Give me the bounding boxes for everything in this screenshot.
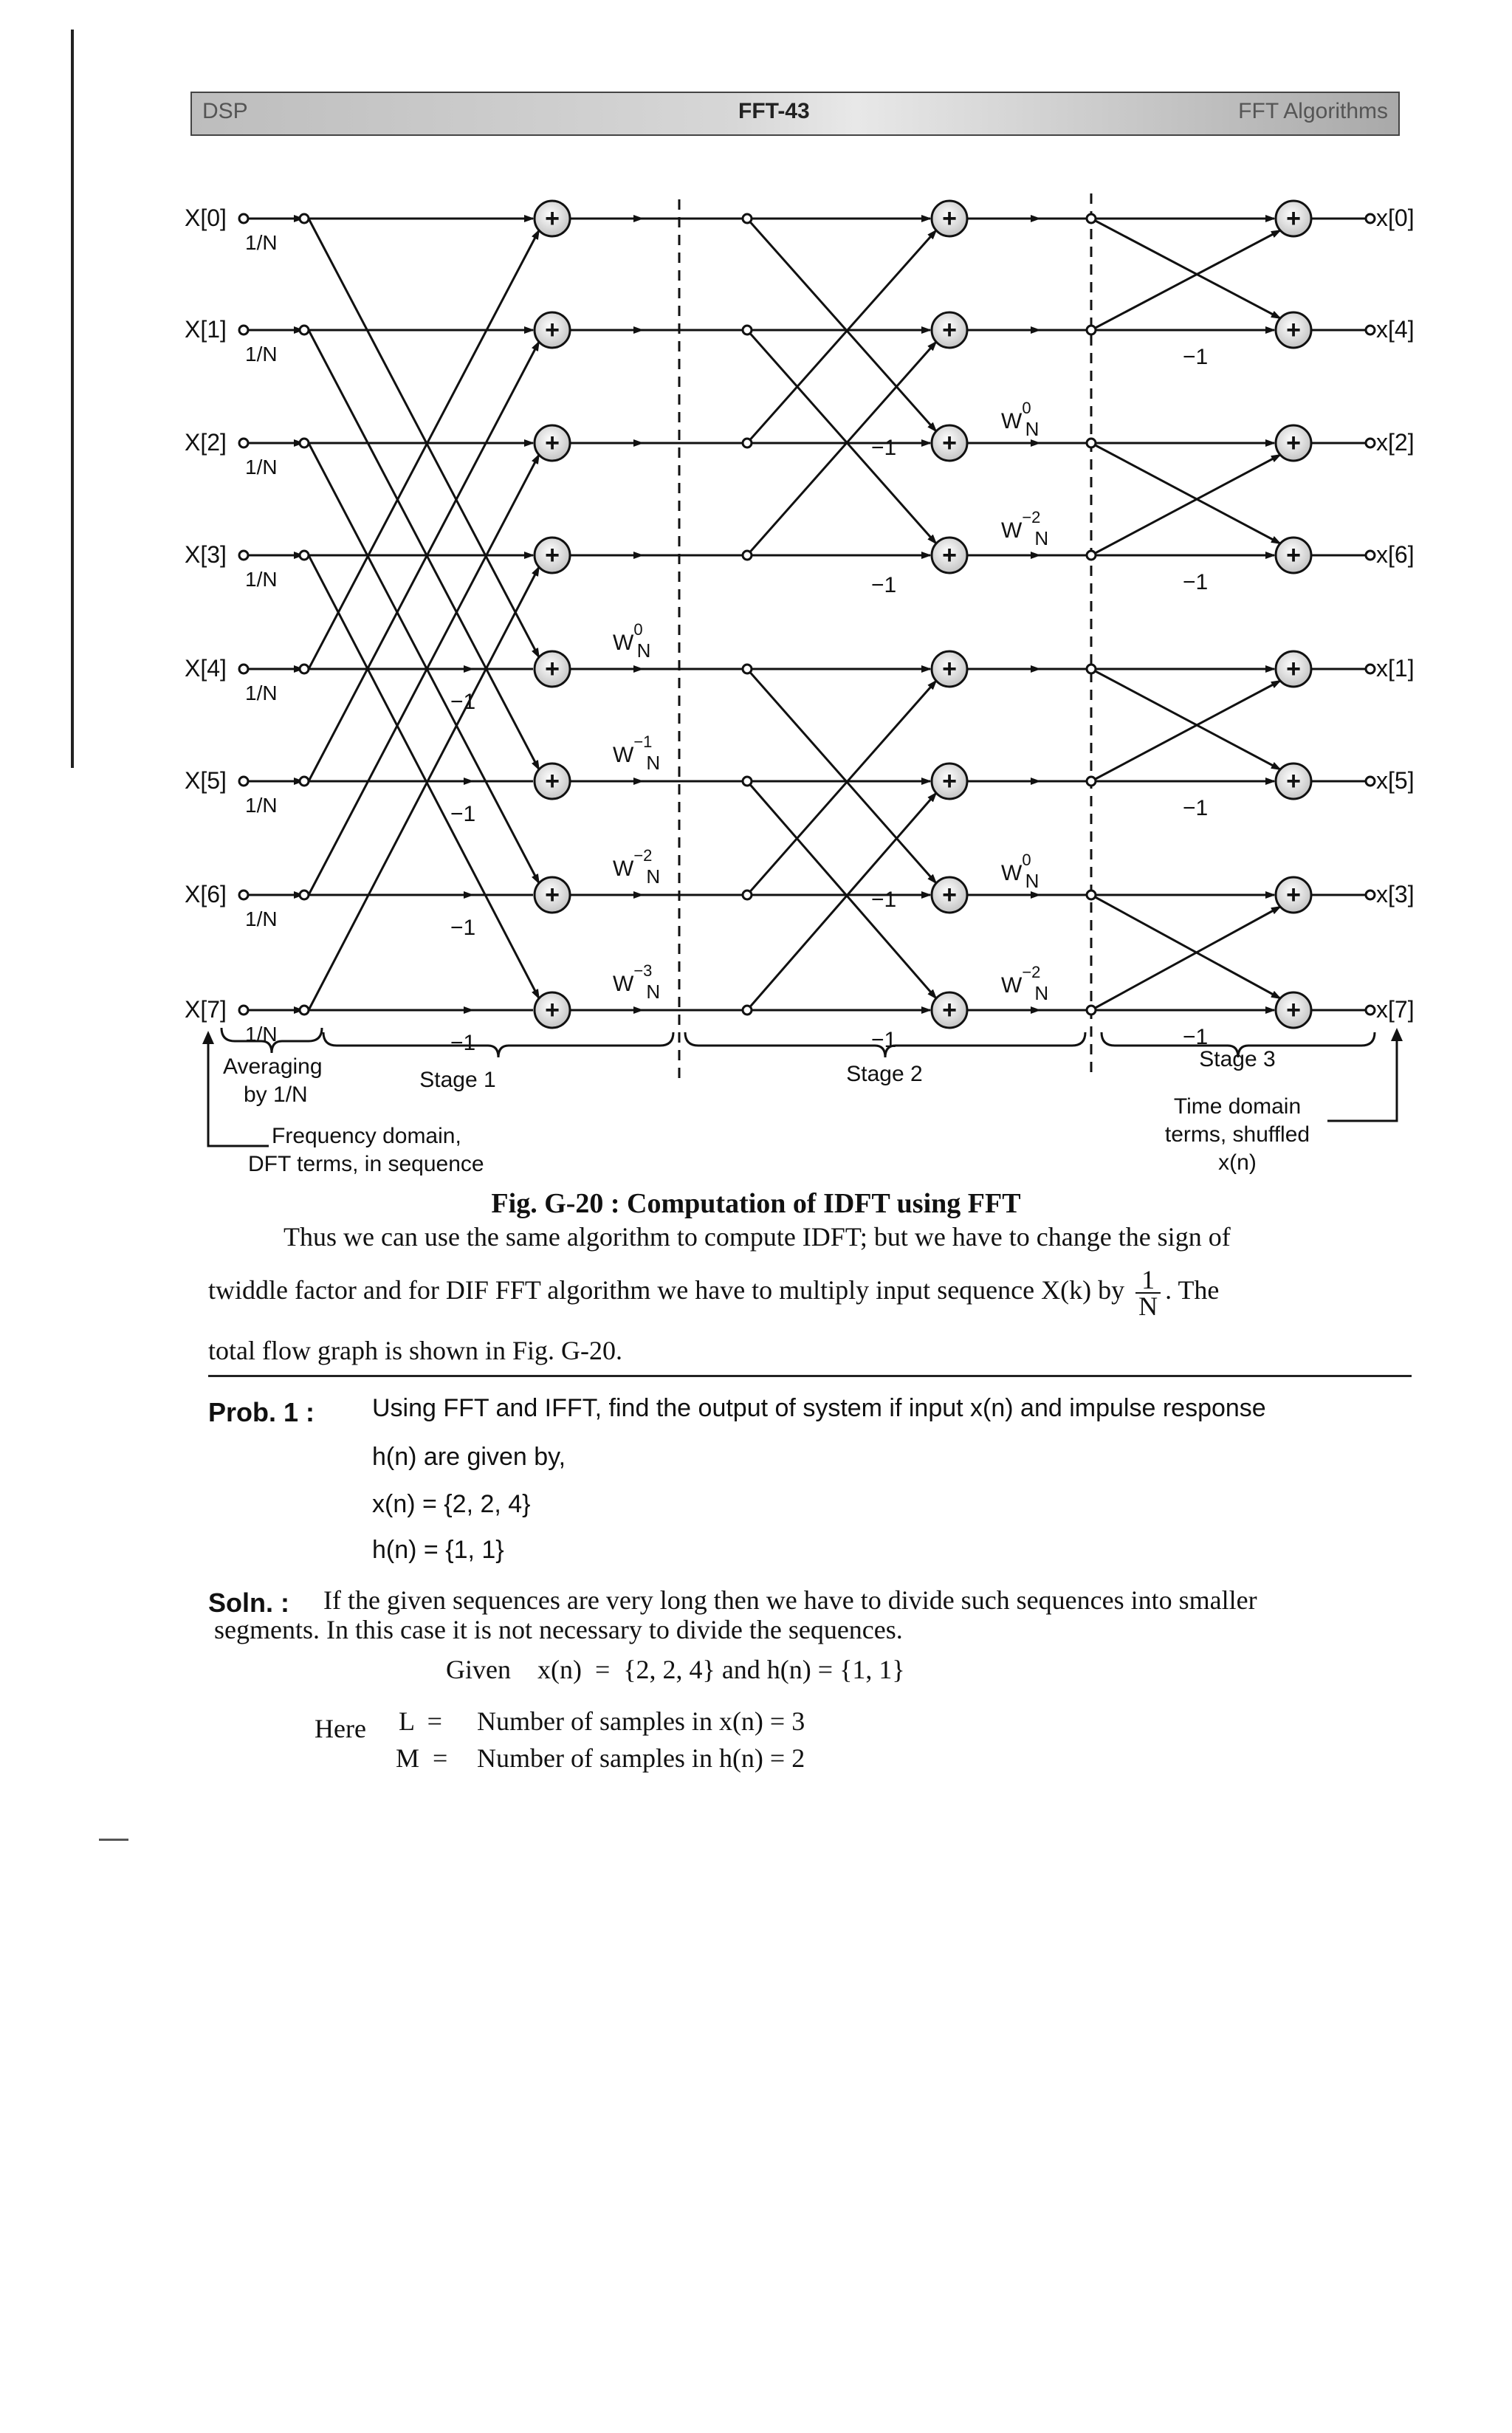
adder-plus-sign: + [942, 316, 957, 344]
soln-line-1: If the given sequences are very long then we have to divide such sequences into smaller [323, 1585, 1257, 1615]
scale-label: 1/N [245, 568, 278, 591]
adder-plus-sign: + [1286, 316, 1301, 344]
stage1-twiddle: $W^0$ N [613, 620, 651, 662]
graph-node [239, 777, 248, 786]
adder-plus-sign: + [545, 429, 560, 457]
graph-node [300, 551, 309, 560]
graph-node [1087, 214, 1096, 223]
minus-one-label: −1 [1183, 1025, 1209, 1049]
graph-node [300, 214, 309, 223]
stage3-cross-down [1091, 443, 1280, 543]
page-number: FFT-43 [738, 99, 810, 123]
stage2-cross-up [747, 681, 936, 895]
prob-line-1: Using FFT and IFFT, find the output of system if input x(n) and impulse response [372, 1394, 1266, 1422]
adder-plus-sign: + [545, 881, 560, 909]
binding-margin-mark [99, 1839, 128, 1841]
section-rule [208, 1375, 1412, 1377]
figure-caption: Fig. G-20 : Computation of IDFT using FFT [491, 1188, 1021, 1219]
adder-plus-sign: + [942, 767, 957, 795]
adder-plus-sign: + [545, 655, 560, 683]
stage2-twiddle: $W^{-2}$ N [1001, 963, 1049, 1004]
minus-one-label: −1 [871, 436, 897, 460]
graph-node [239, 326, 248, 334]
fraction-denominator: N [1138, 1291, 1158, 1321]
adder-plus-sign: + [942, 541, 957, 569]
averaging-label: Averaging [223, 1054, 323, 1079]
graph-node [743, 439, 752, 447]
prob-line-4: h(n) = {1, 1} [372, 1536, 504, 1564]
graph-node [1087, 665, 1096, 673]
scale-label: 1/N [245, 343, 278, 366]
stage2-twiddle: $W^0$ N [1001, 399, 1040, 440]
adder-plus-sign: + [1286, 767, 1301, 795]
graph-node [1366, 214, 1375, 223]
graph-node [743, 214, 752, 223]
adder-plus-sign: + [1286, 429, 1301, 457]
stage2-cross-down [747, 669, 936, 883]
minus-one-label: −1 [450, 690, 476, 714]
input-label: X[1] [185, 316, 227, 343]
soln-L: L = [399, 1706, 442, 1736]
adder-plus-sign: + [1286, 205, 1301, 233]
input-label: X[3] [185, 541, 227, 568]
time-domain-label: Time domain [1173, 1094, 1302, 1119]
graph-node [1087, 326, 1096, 334]
adder-plus-sign: + [1286, 655, 1301, 683]
output-label: x[3] [1376, 881, 1415, 907]
minus-one-label: −1 [450, 802, 476, 826]
stage2-cross-down [747, 781, 936, 998]
graph-node [300, 777, 309, 786]
input-label: X[2] [185, 429, 227, 456]
input-label: X[0] [185, 205, 227, 231]
graph-node [300, 665, 309, 673]
time-bracket-arrowhead [1391, 1028, 1403, 1041]
graph-node [1366, 326, 1375, 334]
graph-node [1087, 551, 1096, 560]
averaging-label: by 1/N [244, 1082, 308, 1107]
prob-label: Prob. 1 : [208, 1397, 315, 1427]
stage3-cross-up [1091, 681, 1280, 781]
input-label: X[7] [185, 996, 227, 1023]
graph-node [743, 551, 752, 560]
graph-node [1366, 665, 1375, 673]
minus-one-label: −1 [871, 1028, 897, 1052]
stage1-cross-down [309, 443, 539, 883]
stage1-twiddle: $W^{-1}$ N [613, 732, 661, 774]
soln-given: Given x(n) = {2, 2, 4} and h(n) = {1, 1} [446, 1655, 905, 1684]
adder-plus-sign: + [1286, 881, 1301, 909]
graph-node [239, 1006, 248, 1015]
stage1-twiddle: $W^{-2}$ N [613, 846, 661, 888]
minus-one-label: −1 [871, 888, 897, 912]
header-right: FFT Algorithms [1238, 99, 1388, 123]
stage1-label: Stage 1 [419, 1068, 496, 1092]
stage1-brace [323, 1032, 673, 1057]
stage2-label: Stage 2 [846, 1062, 923, 1086]
output-label: x[1] [1376, 655, 1415, 682]
graph-node [1366, 777, 1375, 786]
fraction-numerator: 1 [1135, 1267, 1161, 1294]
stage3-cross-up [1091, 907, 1280, 1010]
soln-line-2: segments. In this case it is not necessary to divide the sequences. [214, 1615, 903, 1644]
fraction-1-over-n [1135, 1264, 1161, 1321]
stage1-cross-down [309, 330, 539, 769]
freq-domain-label: Frequency domain, [272, 1124, 461, 1148]
freq-bracket-arrowhead [202, 1031, 214, 1044]
stage2-cross-down [747, 330, 936, 543]
graph-node [743, 665, 752, 673]
soln-M: M = [396, 1743, 448, 1773]
time-domain-label: x(n) [1218, 1150, 1257, 1175]
graph-node [300, 439, 309, 447]
soln-label: Soln. : [208, 1588, 289, 1618]
graph-node [1366, 551, 1375, 560]
output-label: x[2] [1376, 429, 1415, 456]
time-bracket [1327, 1041, 1397, 1121]
para-line-2-end: . The [1165, 1275, 1220, 1305]
graph-node [743, 326, 752, 334]
prob-line-3: x(n) = {2, 2, 4} [372, 1490, 531, 1518]
scale-label: 1/N [245, 682, 278, 704]
adder-plus-sign: + [942, 996, 957, 1024]
stage2-twiddle: $W^{-2}$ N [1001, 508, 1049, 549]
graph-node [239, 551, 248, 560]
adder-plus-sign: + [545, 316, 560, 344]
minus-one-label: −1 [1183, 345, 1209, 369]
adder-plus-sign: + [942, 205, 957, 233]
stage1-cross-down [309, 219, 539, 657]
freq-domain-label: DFT terms, in sequence [248, 1152, 484, 1176]
graph-node [239, 891, 248, 899]
graph-node [743, 1006, 752, 1015]
stage3-cross-up [1091, 230, 1280, 330]
adder-plus-sign: + [545, 767, 560, 795]
adder-plus-sign: + [545, 541, 560, 569]
para-line-1: Thus we can use the same algorithm to compute IDFT; but we have to change the sign of [284, 1222, 1231, 1252]
minus-one-label: −1 [871, 573, 897, 597]
graph-node [1087, 439, 1096, 447]
soln-L-text: Number of samples in x(n) = 3 [477, 1706, 805, 1736]
graph-node [1366, 891, 1375, 899]
para-line-2-text: twiddle factor and for DIF FFT algorithm we have to multiply input sequence X(k) by [208, 1275, 1125, 1305]
minus-one-label: −1 [450, 916, 476, 940]
input-label: X[5] [185, 767, 227, 794]
adder-plus-sign: + [942, 655, 957, 683]
stage1-cross-up [309, 567, 539, 1010]
soln-M-text: Number of samples in h(n) = 2 [477, 1743, 805, 1773]
minus-one-label: −1 [1183, 570, 1209, 594]
stage2-cross-up [747, 793, 936, 1010]
stage3-cross-up [1091, 455, 1280, 555]
time-domain-label: terms, shuffled [1164, 1122, 1310, 1147]
stage1-cross-up [309, 230, 539, 669]
graph-node [239, 214, 248, 223]
stage1-cross-up [309, 455, 539, 895]
adder-plus-sign: + [545, 205, 560, 233]
graph-node [239, 665, 248, 673]
stage1-cross-up [309, 342, 539, 781]
scale-label: 1/N [245, 456, 278, 478]
adder-plus-sign: + [1286, 541, 1301, 569]
output-label: x[4] [1376, 316, 1415, 343]
para-line-3: total flow graph is shown in Fig. G-20. [208, 1336, 622, 1365]
output-label: x[7] [1376, 996, 1415, 1023]
fft-flow-graph [0, 0, 1512, 1181]
output-label: x[6] [1376, 541, 1415, 568]
scale-label: 1/N [245, 794, 278, 817]
graph-node [239, 439, 248, 447]
output-label: x[0] [1376, 205, 1415, 231]
scale-label: 1/N [245, 231, 278, 254]
graph-node [300, 891, 309, 899]
graph-node [300, 1006, 309, 1015]
stage3-cross-down [1091, 669, 1280, 769]
stage2-cross-up [747, 230, 936, 443]
adder-plus-sign: + [942, 429, 957, 457]
graph-node [1087, 1006, 1096, 1015]
graph-node [743, 891, 752, 899]
graph-node [1366, 1006, 1375, 1015]
soln-here: Here [315, 1714, 366, 1743]
minus-one-label: −1 [1183, 796, 1209, 820]
input-label: X[4] [185, 655, 227, 682]
stage1-cross-down [309, 555, 539, 998]
adder-plus-sign: + [1286, 996, 1301, 1024]
scale-label: 1/N [245, 1023, 278, 1046]
stage1-twiddle: $W^{-3}$ N [613, 961, 661, 1003]
header-left: DSP [202, 99, 248, 123]
stage3-cross-down [1091, 895, 1280, 998]
graph-node [1087, 891, 1096, 899]
graph-node [300, 326, 309, 334]
adder-plus-sign: + [545, 996, 560, 1024]
stage2-twiddle: $W^0$ N [1001, 851, 1040, 892]
stage3-cross-down [1091, 219, 1280, 318]
graph-node [1087, 777, 1096, 786]
scale-label: 1/N [245, 907, 278, 930]
minus-one-label: −1 [450, 1031, 476, 1055]
graph-node [743, 777, 752, 786]
output-label: x[5] [1376, 767, 1415, 794]
stage2-cross-up [747, 342, 936, 555]
stage2-cross-down [747, 219, 936, 431]
adder-plus-sign: + [942, 881, 957, 909]
prob-line-2: h(n) are given by, [372, 1443, 566, 1471]
graph-node [1366, 439, 1375, 447]
para-line-2 [208, 1264, 1219, 1319]
stage3-label: Stage 3 [1199, 1047, 1276, 1071]
input-label: X[6] [185, 881, 227, 907]
